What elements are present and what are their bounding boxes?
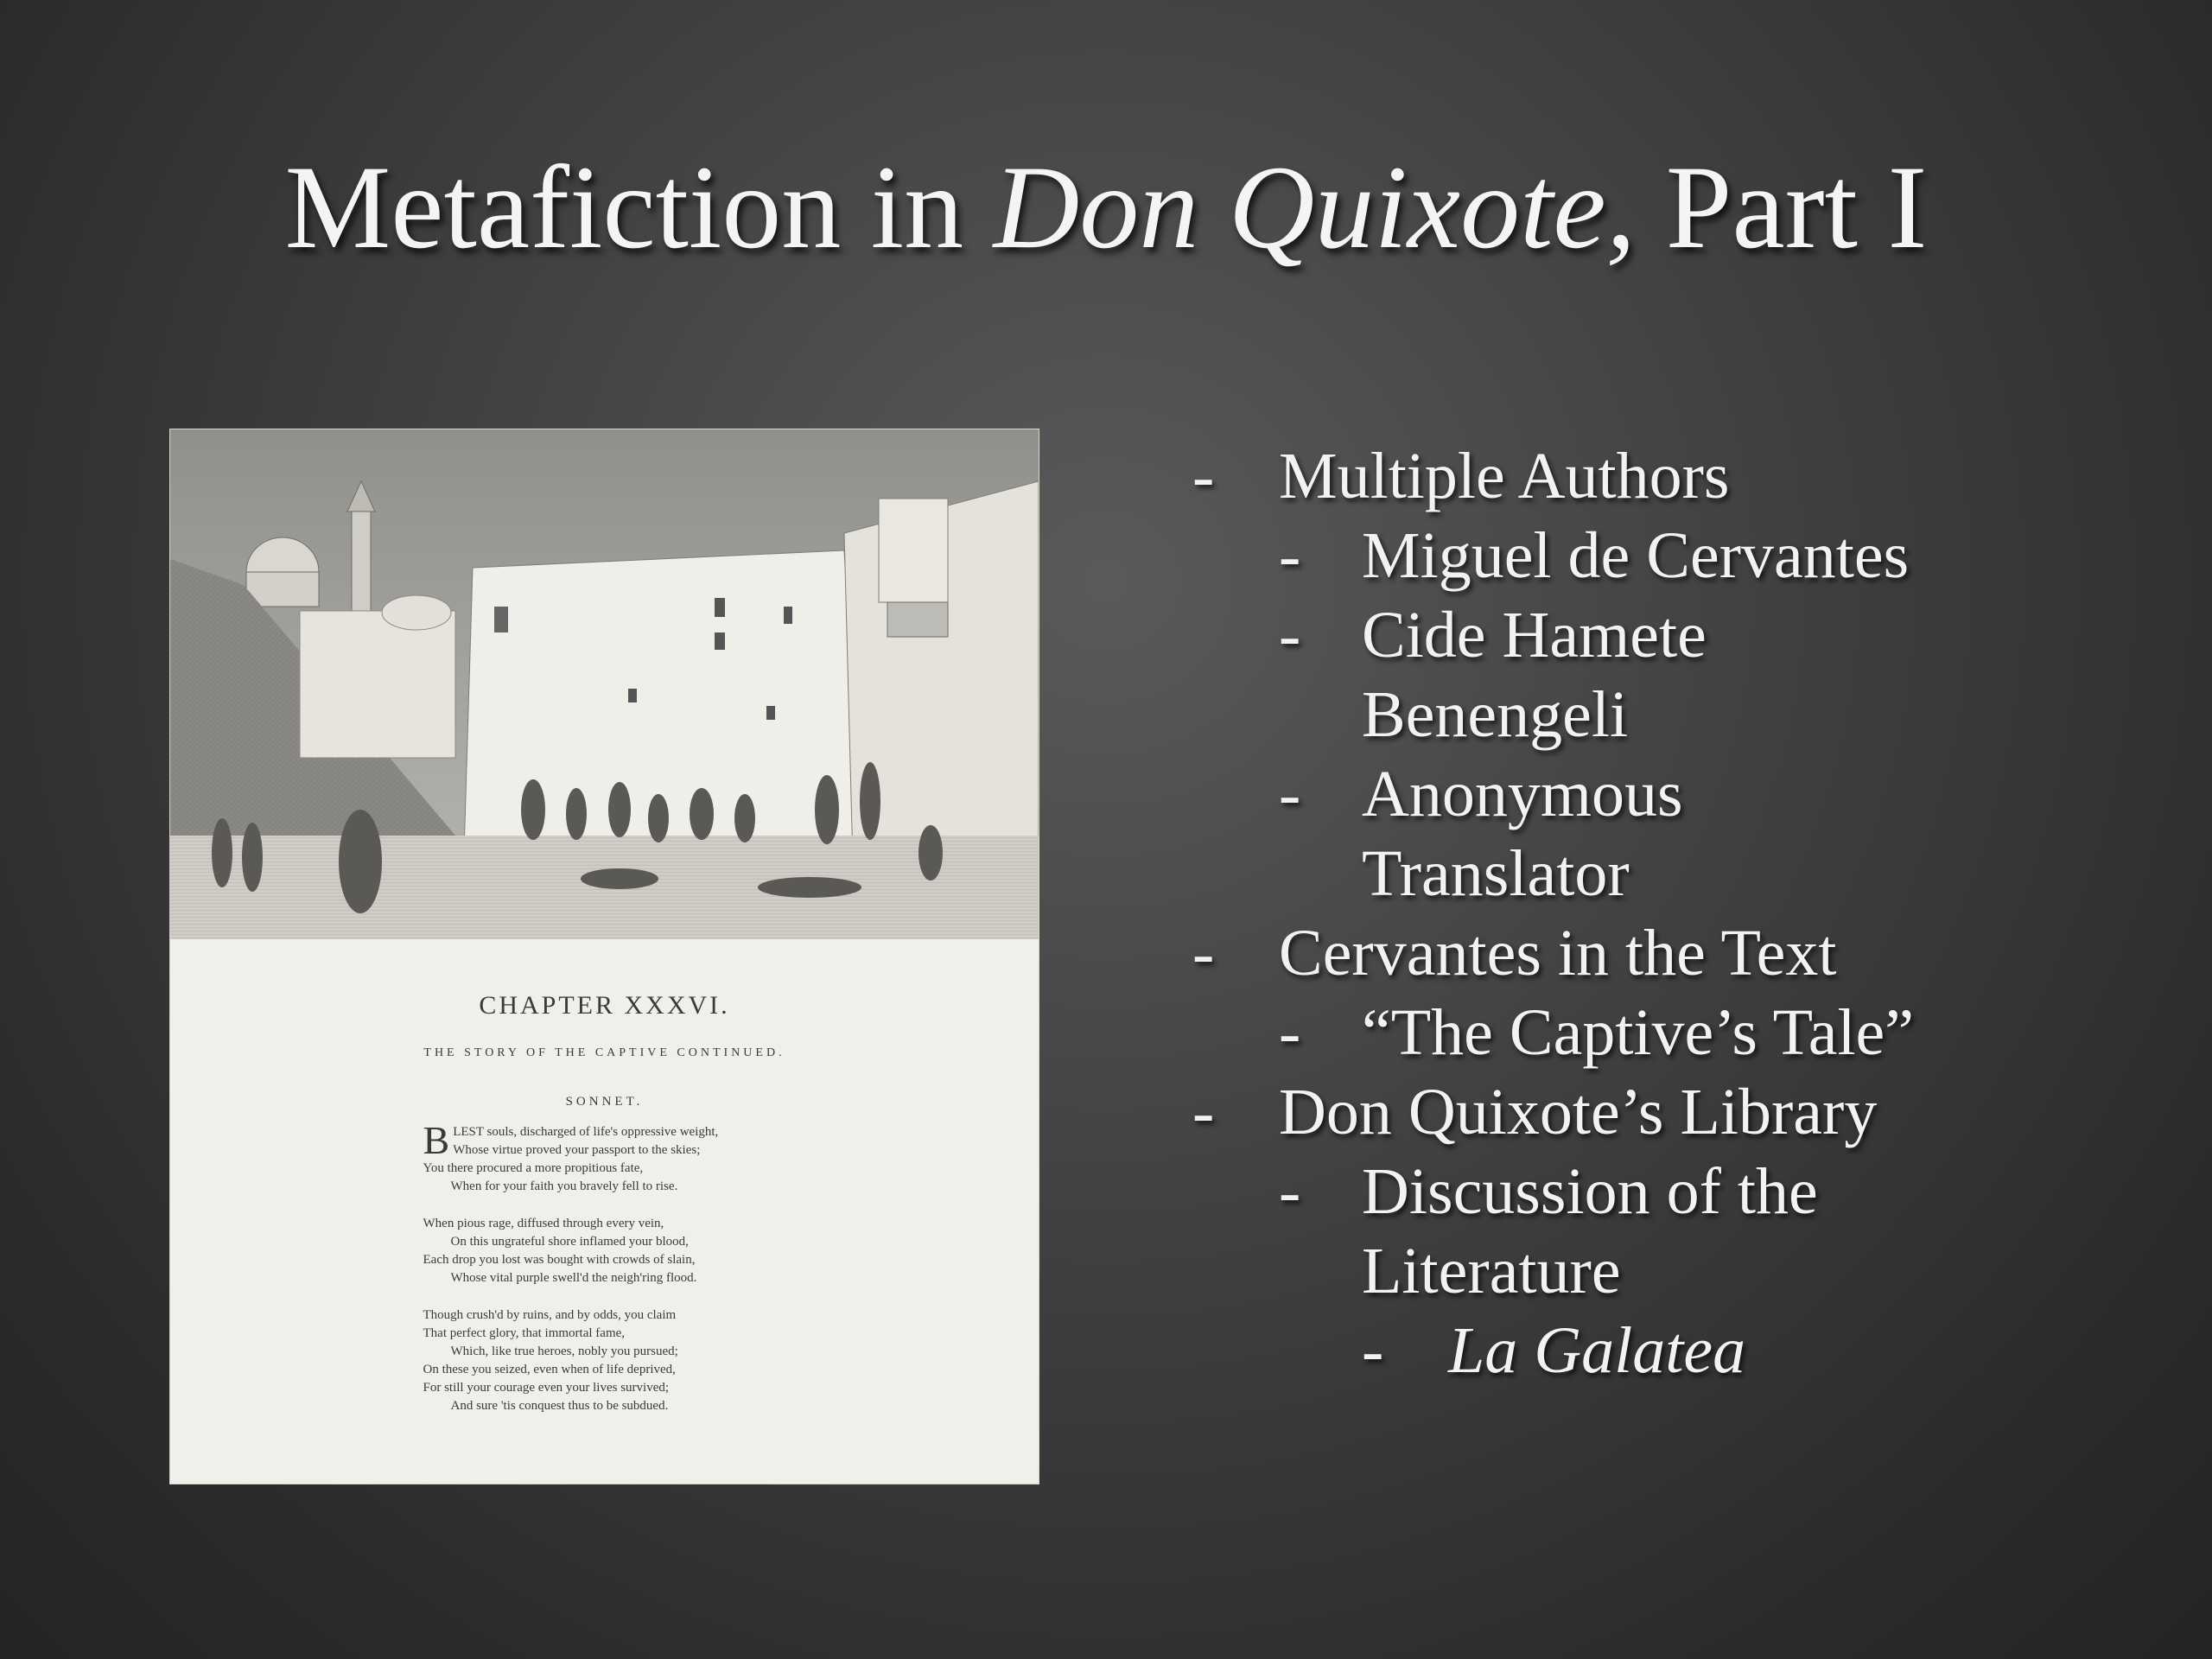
bullet-dash: - [1362, 1314, 1384, 1387]
bullet-item [1192, 1152, 2186, 1231]
bullet-dash: - [1279, 519, 1301, 592]
sonnet-line: When pious rage, diffused through every vein, [423, 1217, 664, 1230]
bullet-text: Multiple Authors [1279, 440, 1730, 512]
sonnet-line: On these you seized, even when of life deprived, [423, 1363, 676, 1376]
book-page-image [170, 429, 1039, 1484]
chapter-subtitle: THE STORY OF THE CAPTIVE CONTINUED. [423, 1046, 785, 1059]
bullet-item [1192, 913, 2186, 993]
sonnet-line: Though crush'd by ruins, and by odds, you claim [423, 1308, 677, 1322]
title-italic-part: Don Quixote, [993, 141, 1637, 273]
bullet-text: Translator [1362, 837, 1630, 910]
bullet-text: La Galatea [1448, 1314, 1746, 1387]
sonnet-line: On this ungrateful shore inflamed your blood, [450, 1235, 689, 1249]
sonnet-dropcap: B [423, 1118, 450, 1162]
sonnet-line: Whose vital purple swell'd the neigh'ring flood. [450, 1271, 697, 1285]
bullet-text: Cervantes in the Text [1279, 917, 1837, 989]
title-part-2: Part I [1636, 141, 1928, 273]
sonnet-line: Each drop you lost was bought with crowds of slain, [423, 1253, 696, 1267]
bullet-item [1192, 1072, 2186, 1152]
bullet-continuation [1192, 834, 2186, 913]
stanza-gap [423, 1196, 786, 1215]
sonnet-line: And sure 'tis conquest thus to be subdued. [450, 1399, 669, 1413]
bullet-continuation [1192, 1231, 2186, 1311]
sonnet-line: When for your faith you bravely fell to rise. [450, 1179, 678, 1193]
sonnet-line: That perfect glory, that immortal fame, [423, 1326, 626, 1340]
bullet-item [1192, 436, 2186, 516]
bullet-item [1192, 516, 2186, 595]
bullet-list [1192, 436, 2186, 1390]
sonnet-line: For still your courage even your lives survived; [423, 1381, 670, 1395]
bullet-item [1192, 993, 2186, 1072]
slide-title [0, 138, 2212, 276]
bullet-item [1192, 1311, 2186, 1390]
bullet-text: Cide Hamete [1362, 599, 1707, 671]
engraving-illustration [170, 429, 1039, 939]
sonnet-line: LEST souls, discharged of life's oppressive weight, [453, 1125, 719, 1139]
bullet-text: Benengeli [1362, 678, 1629, 751]
sonnet-heading: SONNET. [565, 1095, 644, 1109]
sonnet-text [423, 1118, 786, 1415]
bullet-dash: - [1192, 1076, 1215, 1148]
chapter-heading: CHAPTER XXXVI. [479, 991, 730, 1020]
bullet-text: Anonymous [1362, 758, 1683, 830]
bullet-dash: - [1279, 758, 1301, 830]
bullet-text: Literature [1362, 1235, 1621, 1307]
sonnet-line: Whose virtue proved your passport to the skies; [453, 1143, 701, 1157]
bullet-item [1192, 595, 2186, 675]
book-page-text [170, 991, 1039, 1415]
bullet-dash: - [1279, 599, 1301, 671]
bullet-text: “The Captive’s Tale” [1362, 996, 1915, 1069]
bullet-continuation [1192, 675, 2186, 754]
bullet-text: Don Quixote’s Library [1279, 1076, 1878, 1148]
bullet-text: Miguel de Cervantes [1362, 519, 1910, 592]
stanza-gap [423, 1287, 786, 1306]
sonnet-line: Which, like true heroes, nobly you pursued; [450, 1344, 678, 1358]
sonnet-line: You there procured a more propitious fate, [423, 1161, 644, 1175]
bullet-item [1192, 754, 2186, 834]
bullet-dash: - [1279, 996, 1301, 1069]
bullet-text: Discussion of the [1362, 1155, 1818, 1228]
title-part-1: Metafiction in [284, 141, 994, 273]
bullet-dash: - [1192, 440, 1215, 512]
bullet-dash: - [1192, 917, 1215, 989]
bullet-dash: - [1279, 1155, 1301, 1228]
